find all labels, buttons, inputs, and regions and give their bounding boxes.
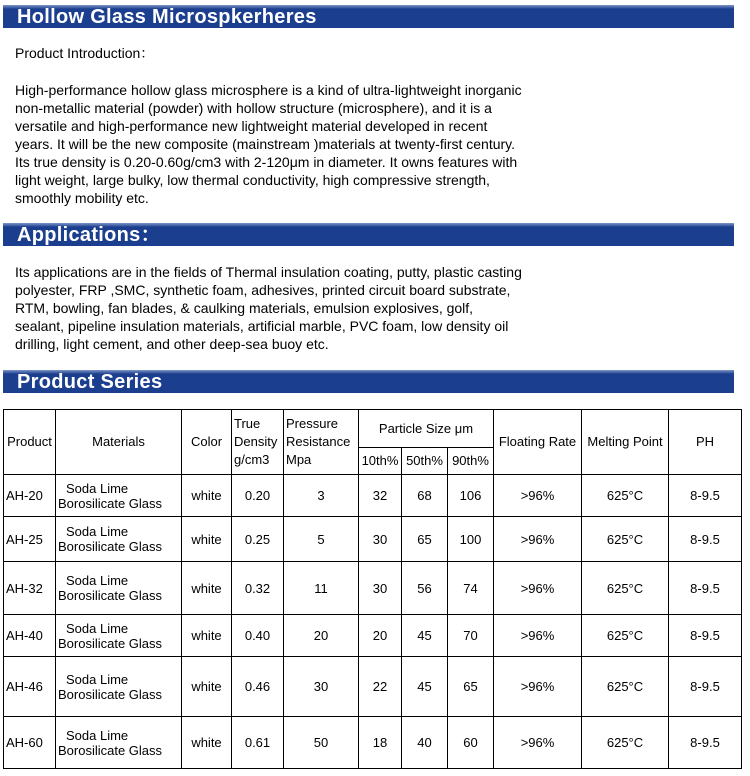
cell-melting: 625°C (582, 657, 669, 717)
applications-line: RTM, bowling, fan blades, & caulking materials, emulsion explosives, golf, (15, 300, 474, 316)
cell-product: AH-20 (4, 475, 56, 517)
cell-materials (56, 562, 182, 615)
applications-line: drilling, light cement, and other deep-sea buoy etc. (15, 336, 329, 352)
cell-color: white (182, 657, 232, 717)
cell-p10: 32 (359, 475, 402, 517)
material-line: Borosilicate Glass (58, 635, 163, 651)
col-header-pressure (284, 410, 359, 475)
cell-pressure: 5 (284, 517, 359, 562)
col-header-particle-size: Particle Size μm (359, 410, 494, 448)
cell-density: 0.46 (232, 657, 284, 717)
cell-p90: 100 (448, 517, 494, 562)
applications-line: sealant, pipeline insulation materials, artificial marble, PVC foam, low density oil (15, 318, 509, 334)
cell-ph: 8-9.5 (669, 717, 742, 769)
material-line: Soda Lime (66, 620, 129, 636)
material-line: Soda Lime (66, 524, 129, 539)
cell-ph: 8-9.5 (669, 562, 742, 615)
cell-materials (56, 657, 182, 717)
cell-melting: 625°C (582, 717, 669, 769)
true-density-line: True (234, 416, 261, 431)
cell-p50: 45 (402, 657, 448, 717)
pressure-line: Mpa (286, 452, 312, 467)
section-header-hollow-glass (3, 5, 734, 28)
intro-line: light weight, large bulky, low thermal conductivity, high compressive strength, (15, 172, 490, 188)
cell-p90: 60 (448, 717, 494, 769)
material-line: Borosilicate Glass (58, 495, 163, 511)
cell-melting: 625°C (582, 562, 669, 615)
cell-ph: 8-9.5 (669, 475, 742, 517)
material-line: Soda Lime (66, 671, 129, 687)
cell-density: 0.40 (232, 615, 284, 657)
cell-density: 0.32 (232, 562, 284, 615)
cell-materials (56, 615, 182, 657)
cell-p90: 70 (448, 615, 494, 657)
table-row (4, 517, 742, 562)
cell-p50: 68 (402, 475, 448, 517)
cell-p90: 106 (448, 475, 494, 517)
section-header-applications (3, 223, 734, 246)
cell-color: white (182, 717, 232, 769)
page-title: Hollow Glass Microspkerheres (17, 6, 317, 28)
cell-ph: 8-9.5 (669, 615, 742, 657)
intro-line: non-metallic material (powder) with hollow structure (microsphere), and it is a (15, 100, 492, 116)
cell-pressure: 3 (284, 475, 359, 517)
product-series-title: Product Series (17, 371, 163, 393)
material-line: Soda Lime (66, 727, 129, 743)
cell-density: 0.25 (232, 517, 284, 562)
section-header-product-series (3, 370, 734, 393)
table-row (4, 475, 742, 517)
applications-title: Applications： (17, 224, 161, 246)
col-header-floating-rate: Floating Rate (494, 410, 582, 475)
col-header-product: Product (4, 410, 56, 475)
cell-p50: 56 (402, 562, 448, 615)
cell-materials (56, 517, 182, 562)
cell-p50: 45 (402, 615, 448, 657)
cell-pressure: 11 (284, 562, 359, 615)
applications-line: Its applications are in the fields of Thermal insulation coating, putty, plastic casting (15, 264, 522, 280)
table-header-row (4, 410, 742, 448)
cell-pressure: 30 (284, 657, 359, 717)
intro-line: smoothly mobility etc. (15, 190, 149, 206)
applications-line: polyester, FRP ,SMC, synthetic foam, adhesives, printed circuit board substrate, (15, 282, 511, 298)
table-row (4, 562, 742, 615)
cell-p10: 20 (359, 615, 402, 657)
cell-p50: 65 (402, 517, 448, 562)
cell-p50: 40 (402, 717, 448, 769)
intro-line: versatile and high-performance new lightweight material developed in recent (15, 118, 488, 134)
table-row (4, 657, 742, 717)
cell-p10: 30 (359, 517, 402, 562)
product-series-table (3, 409, 742, 769)
cell-p90: 74 (448, 562, 494, 615)
cell-ph: 8-9.5 (669, 517, 742, 562)
intro-line: years. It will be the new composite (mainstream )materials at twenty-first century. (15, 136, 516, 152)
material-line: Borosilicate Glass (58, 686, 163, 702)
cell-product: AH-32 (4, 562, 56, 615)
col-header-p50: 50th% (402, 448, 448, 475)
cell-density: 0.61 (232, 717, 284, 769)
intro-line: Its true density is 0.20-0.60g/cm3 with 2-120μm in diameter. It owns features with (15, 154, 518, 170)
material-line: Borosilicate Glass (58, 539, 163, 554)
table-row (4, 615, 742, 657)
cell-floating: >96% (494, 657, 582, 717)
col-header-melting-point: Melting Point (582, 410, 669, 475)
cell-pressure: 20 (284, 615, 359, 657)
cell-melting: 625°C (582, 475, 669, 517)
applications-paragraph (15, 263, 522, 353)
cell-p10: 18 (359, 717, 402, 769)
cell-product: AH-46 (4, 657, 56, 717)
cell-product: AH-25 (4, 517, 56, 562)
col-header-materials: Materials (56, 410, 182, 475)
pressure-line: Resistance (286, 434, 351, 449)
cell-p10: 30 (359, 562, 402, 615)
cell-p90: 65 (448, 657, 494, 717)
cell-floating: >96% (494, 717, 582, 769)
cell-materials (56, 475, 182, 517)
col-header-ph: PH (669, 410, 742, 475)
col-header-p10: 10th% (359, 448, 402, 475)
table-row (4, 717, 742, 769)
cell-density: 0.20 (232, 475, 284, 517)
col-header-color: Color (182, 410, 232, 475)
cell-ph: 8-9.5 (669, 657, 742, 717)
cell-color: white (182, 475, 232, 517)
cell-color: white (182, 562, 232, 615)
cell-melting: 625°C (582, 615, 669, 657)
material-line: Soda Lime (66, 480, 129, 496)
true-density-line: g/cm3 (234, 452, 270, 467)
intro-paragraph (15, 81, 522, 207)
cell-product: AH-60 (4, 717, 56, 769)
intro-line: High-performance hollow glass microsphere is a kind of ultra-lightweight inorganic (15, 82, 522, 98)
cell-color: white (182, 615, 232, 657)
pressure-line: Pressure (286, 416, 339, 431)
cell-pressure: 50 (284, 717, 359, 769)
cell-floating: >96% (494, 475, 582, 517)
material-line: Soda Lime (66, 573, 129, 588)
col-header-true-density (232, 410, 284, 475)
material-line: Borosilicate Glass (58, 742, 163, 758)
cell-product: AH-40 (4, 615, 56, 657)
cell-floating: >96% (494, 517, 582, 562)
cell-melting: 625°C (582, 517, 669, 562)
cell-floating: >96% (494, 562, 582, 615)
cell-color: white (182, 517, 232, 562)
intro-title: Product Introduction： (15, 45, 155, 61)
cell-p10: 22 (359, 657, 402, 717)
true-density-line: Density (234, 434, 278, 449)
cell-materials (56, 717, 182, 769)
material-line: Borosilicate Glass (58, 588, 163, 603)
col-header-p90: 90th% (448, 448, 494, 475)
cell-floating: >96% (494, 615, 582, 657)
